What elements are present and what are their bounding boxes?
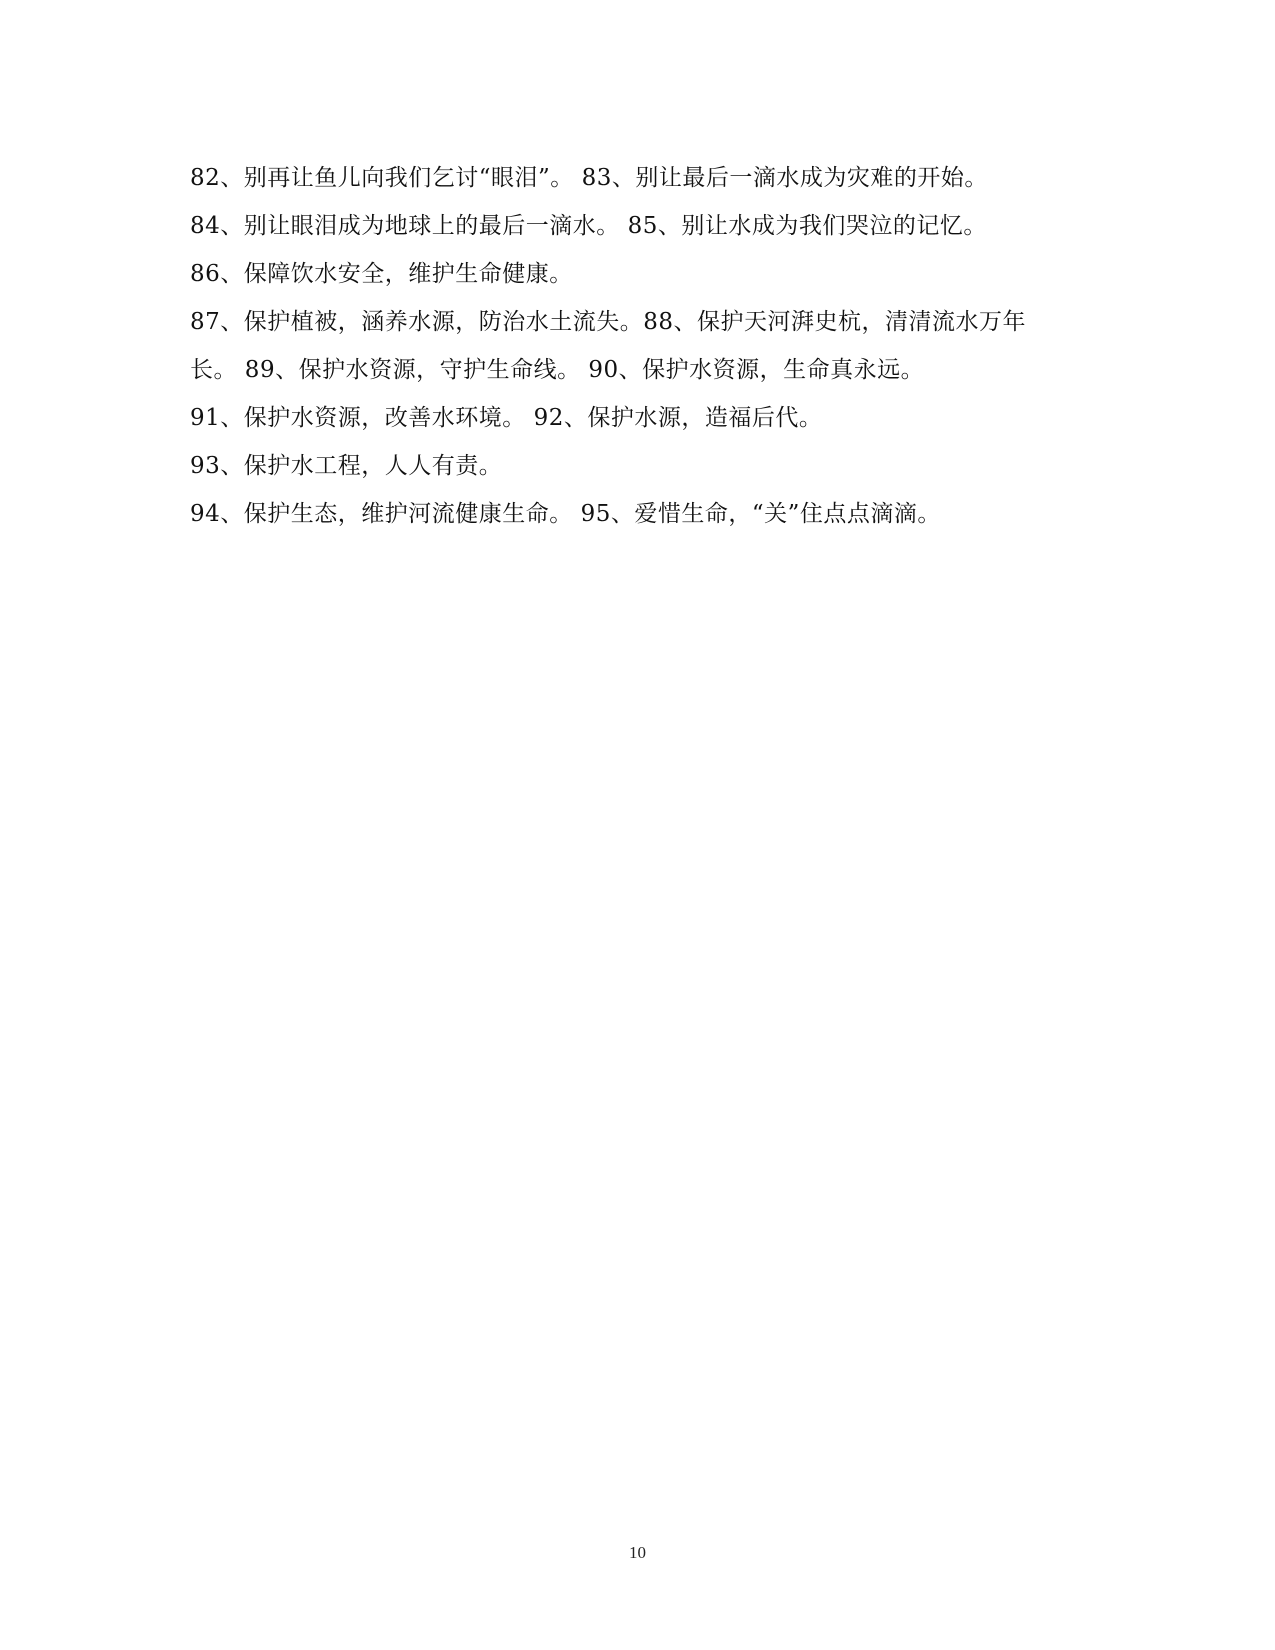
slogan-line: 86、保障饮水安全，维护生命健康。 xyxy=(190,261,573,287)
slogan-line: 93、保护水工程，人人有责。 xyxy=(190,453,503,479)
slogan-list xyxy=(190,154,1090,538)
slogan-line: 长。 89、保护水资源，守护生命线。 90、保护水资源，生命真永远。 xyxy=(190,357,925,383)
slogan-line: 84、别让眼泪成为地球上的最后一滴水。 85、别让水成为我们哭泣的记忆。 xyxy=(190,213,987,239)
page-number: 10 xyxy=(629,1543,646,1562)
slogan-line: 94、保护生态，维护河流健康生命。 95、爱惜生命，“关”住点点滴滴。 xyxy=(190,501,941,527)
slogan-line: 87、保护植被，涵养水源，防治水土流失。88、保护天河湃史杭，清清流水万年 xyxy=(190,309,1027,335)
slogan-line: 82、别再让鱼儿向我们乞讨“眼泪”。 83、别让最后一滴水成为灾难的开始。 xyxy=(190,165,988,191)
slogan-line: 91、保护水资源，改善水环境。 92、保护水源，造福后代。 xyxy=(190,405,823,431)
